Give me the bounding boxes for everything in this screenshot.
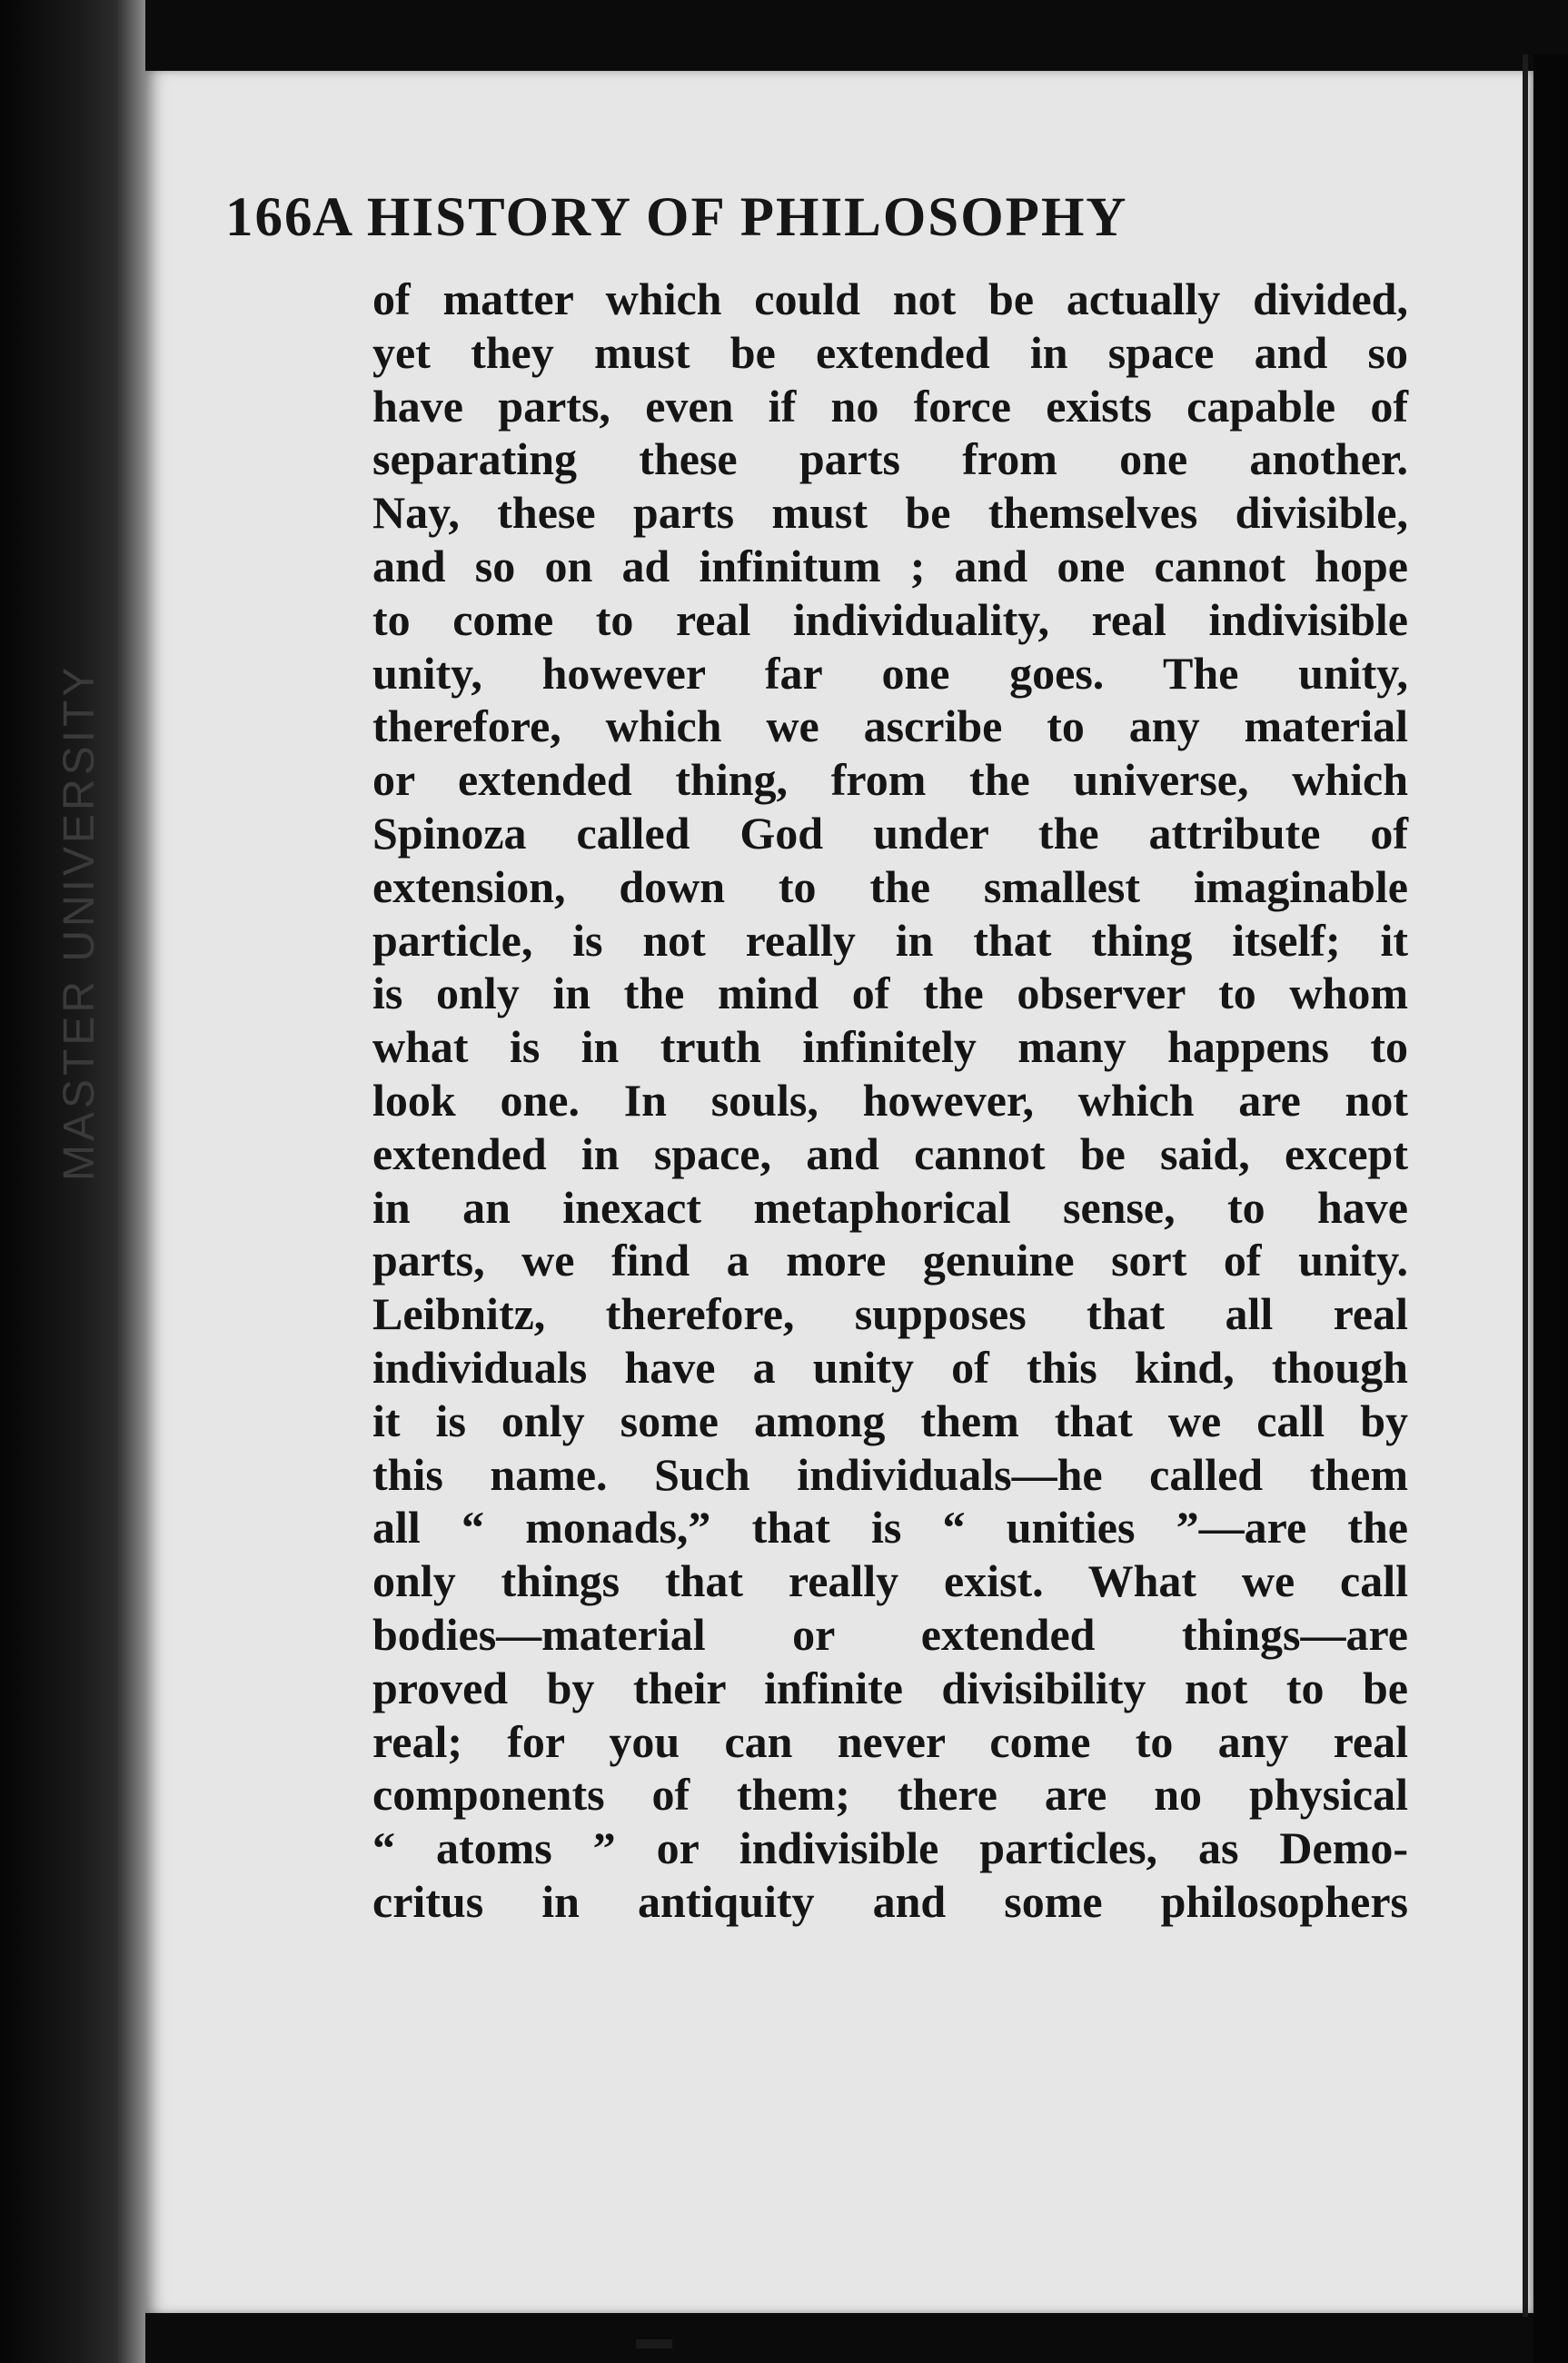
right-border [1533, 55, 1568, 2363]
text-line: or extended thing, from the universe, which [372, 754, 1408, 806]
text-line: unity, however far one goes. The unity, [372, 647, 1408, 699]
spine-stamp: MASTER UNIVERSITY [55, 663, 104, 1181]
body-text [372, 273, 1408, 1929]
running-title: A HISTORY OF PHILOSOPHY [313, 187, 1128, 248]
text-line: Nay, these parts must be themselves divisible, [372, 487, 1408, 539]
text-line: components of them; there are no physical [372, 1769, 1408, 1821]
text-line: have parts, even if no force exists capable of [372, 380, 1408, 432]
book-gutter [0, 0, 145, 2363]
text-line: all “ monads,” that is “ unities ”—are the [372, 1502, 1408, 1554]
text-line: of matter which could not be actually divided, [372, 273, 1408, 324]
text-line: particle, is not really in that thing itself; it [372, 914, 1408, 966]
page-number: 166 [225, 187, 314, 248]
text-line: extended in space, and cannot be said, except [372, 1127, 1408, 1179]
page-edge-line [1523, 55, 1528, 2317]
text-line: proved by their infinite divisibility not to be [372, 1662, 1408, 1713]
page-header [225, 186, 1415, 259]
text-line: bodies—material or extended things—are [372, 1608, 1408, 1660]
text-line: real; for you can never come to any real [372, 1715, 1408, 1767]
text-line: look one. In souls, however, which are not [372, 1074, 1408, 1126]
text-line: in an inexact metaphorical sense, to have [372, 1181, 1408, 1233]
text-line: “ atoms ” or indivisible particles, as Demo- [372, 1822, 1408, 1874]
text-line: yet they must be extended in space and so [372, 326, 1408, 378]
text-line: parts, we find a more genuine sort of unity. [372, 1235, 1408, 1286]
text-line: only things that really exist. What we call [372, 1555, 1408, 1607]
scan-mark [636, 2339, 672, 2348]
text-line: separating these parts from one another. [372, 433, 1408, 485]
text-line: Leibnitz, therefore, supposes that all real [372, 1288, 1408, 1340]
text-line: and so on ad infinitum ; and one cannot hope [372, 540, 1408, 591]
text-line: critus in antiquity and some philosophers [372, 1875, 1408, 1927]
text-line: it is only some among them that we call by [372, 1395, 1408, 1446]
text-line: therefore, which we ascribe to any material [372, 700, 1408, 752]
text-line: Spinoza called God under the attribute of [372, 807, 1408, 859]
text-line: individuals have a unity of this kind, though [372, 1341, 1408, 1393]
text-line: this name. Such individuals—he called them [372, 1448, 1408, 1500]
text-line: to come to real individuality, real indivisible [372, 593, 1408, 645]
text-line: extension, down to the smallest imaginable [372, 860, 1408, 912]
text-line: what is in truth infinitely many happens to [372, 1021, 1408, 1073]
text-line: is only in the mind of the observer to whom [372, 968, 1408, 1019]
